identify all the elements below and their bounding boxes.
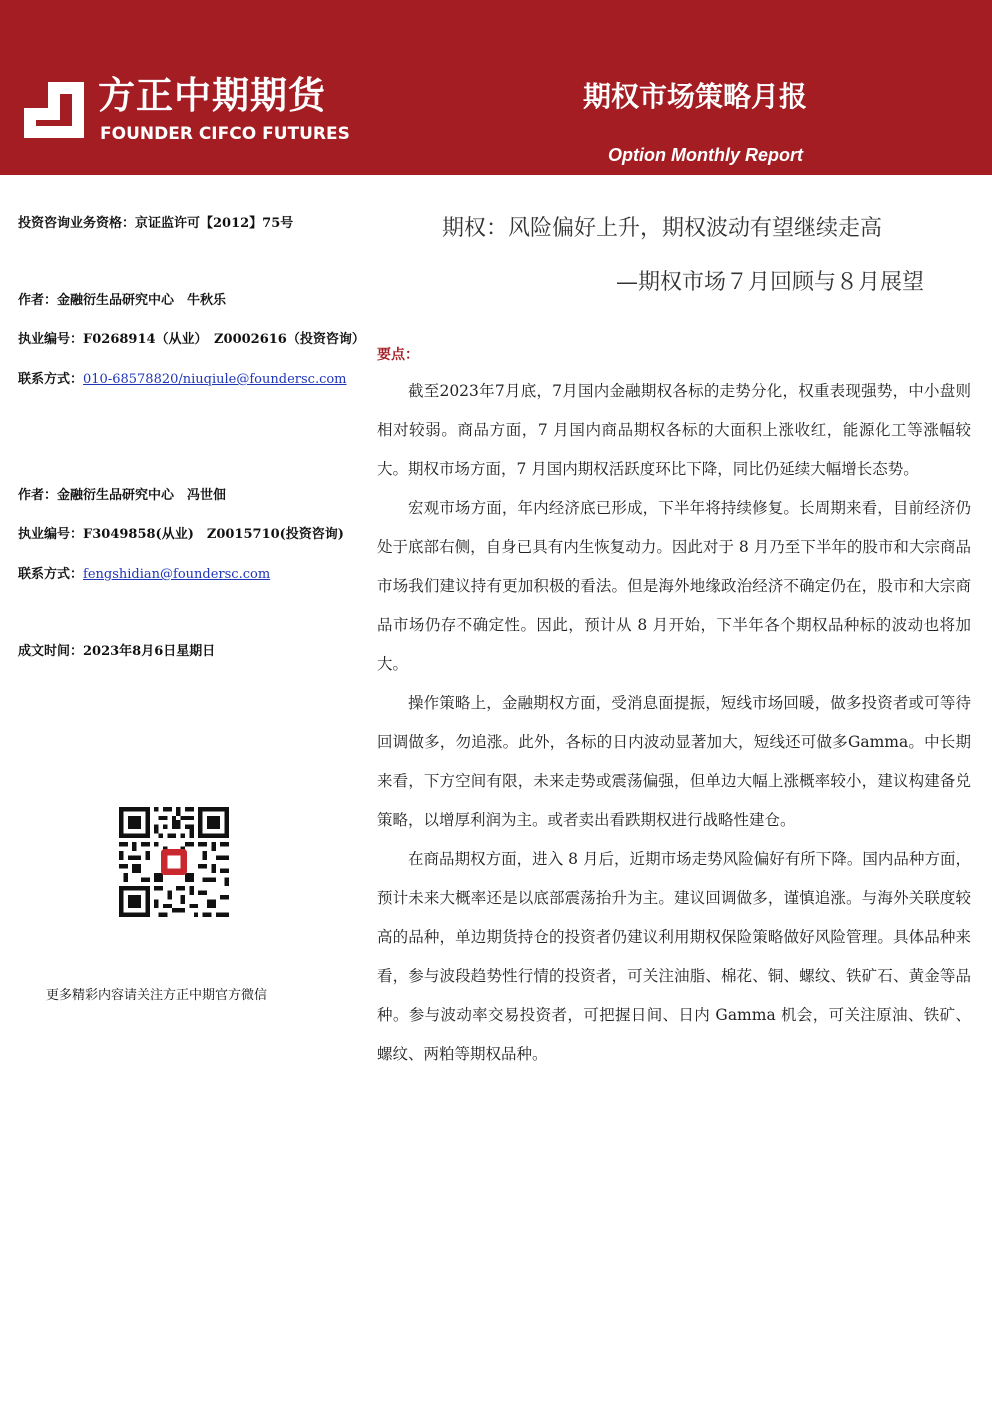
paragraph-financial-options-strategy: 操作策略上，金融期权方面，受消息面提振，短线市场回暖，做多投资者或可等待回调做多，勿追涨。此外，各标的日内波动显著加大，短线还可做多Gamma。中长期来看，下方空间有限，未来走势或震荡偏强，但单边大幅上涨概率较小，建议构建备兑策略，以增厚利润为主。或者卖出看跌期权进行战略性建仓。 bbox=[377, 694, 971, 829]
author1-contact bbox=[18, 371, 347, 389]
paragraph-macro-outlook: 宏观市场方面，年内经济底已形成，下半年将持续修复。长周期来看，目前经济仍处于底部右侧，自身已具有内生恢复动力。因此对于 8 月乃至下半年的股市和大宗商品市场我们建议持有更加积极的看法。但是海外地缘政治经济不确定仍在，股市和大宗商品市场仍存不确定性。因此，预计从 8 月开始，下半年各个期权品种标的波动也将加大。 bbox=[377, 499, 971, 673]
paragraph-commodity-options-strategy: 在商品期权方面，进入 8 月后，近期市场走势风险偏好有所下降。国内品种方面，预计未来大概率还是以底部震荡抬升为主。建议回调做多，谨慎追涨。与海外关联度较高的品种，单边期货持仓的投资者仍建议利用期权保险策略做好风险管理。具体品种来看，参与波段趋势性行情的投资者，可关注油脂、棉花、铜、螺纹、铁矿石、黄金等品种。参与波动率交易投资者，可把握日间、日内 Gamma 机会，可关注原油、铁矿、螺纹、两粕等期权品种。 bbox=[377, 850, 971, 1063]
wechat-qr-code-icon bbox=[119, 807, 229, 917]
license-info: 投资咨询业务资格：京证监许可【2012】75号 bbox=[18, 216, 294, 231]
report-header bbox=[0, 0, 992, 175]
key-points-body bbox=[377, 372, 971, 1074]
author1-contact-label: 联系方式： bbox=[18, 372, 84, 387]
author2-contact-link[interactable]: fengshidian@foundersc.com bbox=[83, 567, 271, 582]
wechat-follow-caption: 更多精彩内容请关注方正中期官方微信 bbox=[46, 988, 268, 1003]
key-points-label: 要点： bbox=[377, 347, 419, 363]
publish-date: 成文时间：2023年8月6日星期日 bbox=[18, 644, 216, 659]
author1-license-id: 执业编号：F0268914（从业） Z0002616（投资咨询） bbox=[18, 332, 365, 347]
author2-contact bbox=[18, 566, 270, 584]
author1-contact-link[interactable]: 010-68578820/niuqiule@foundersc.com bbox=[83, 372, 347, 387]
logo-company-name-cn: 方正中期期货 bbox=[98, 74, 326, 117]
author2-contact-label: 联系方式： bbox=[18, 567, 84, 582]
report-subtitle: —期权市场７月回顾与８月展望 bbox=[616, 270, 925, 295]
author1-name: 作者：金融衍生品研究中心 牛秋乐 bbox=[18, 293, 227, 308]
author2-name: 作者：金融衍生品研究中心 冯世佃 bbox=[18, 488, 227, 503]
report-title-cn: 期权市场策略月报 bbox=[583, 80, 808, 113]
paragraph-market-review: 截至2023年7月底，7月国内金融期权各标的走势分化，权重表现强势，中小盘则相对较弱。商品方面，7 月国内商品期权各标的大面积上涨收红，能源化工等涨幅较大。期权市场方面，7 月国内期权活跃度环比下降，同比仍延续大幅增长态势。 bbox=[377, 382, 971, 478]
founder-logo-icon bbox=[22, 80, 86, 140]
report-main-title: 期权：风险偏好上升，期权波动有望继续走高 bbox=[442, 216, 883, 241]
report-title-en: Option Monthly Report bbox=[608, 145, 803, 165]
author2-license-id: 执业编号：F3049858(从业) Z0015710(投资咨询) bbox=[18, 527, 344, 542]
logo-company-name-en: FOUNDER CIFCO FUTURES bbox=[100, 124, 350, 144]
